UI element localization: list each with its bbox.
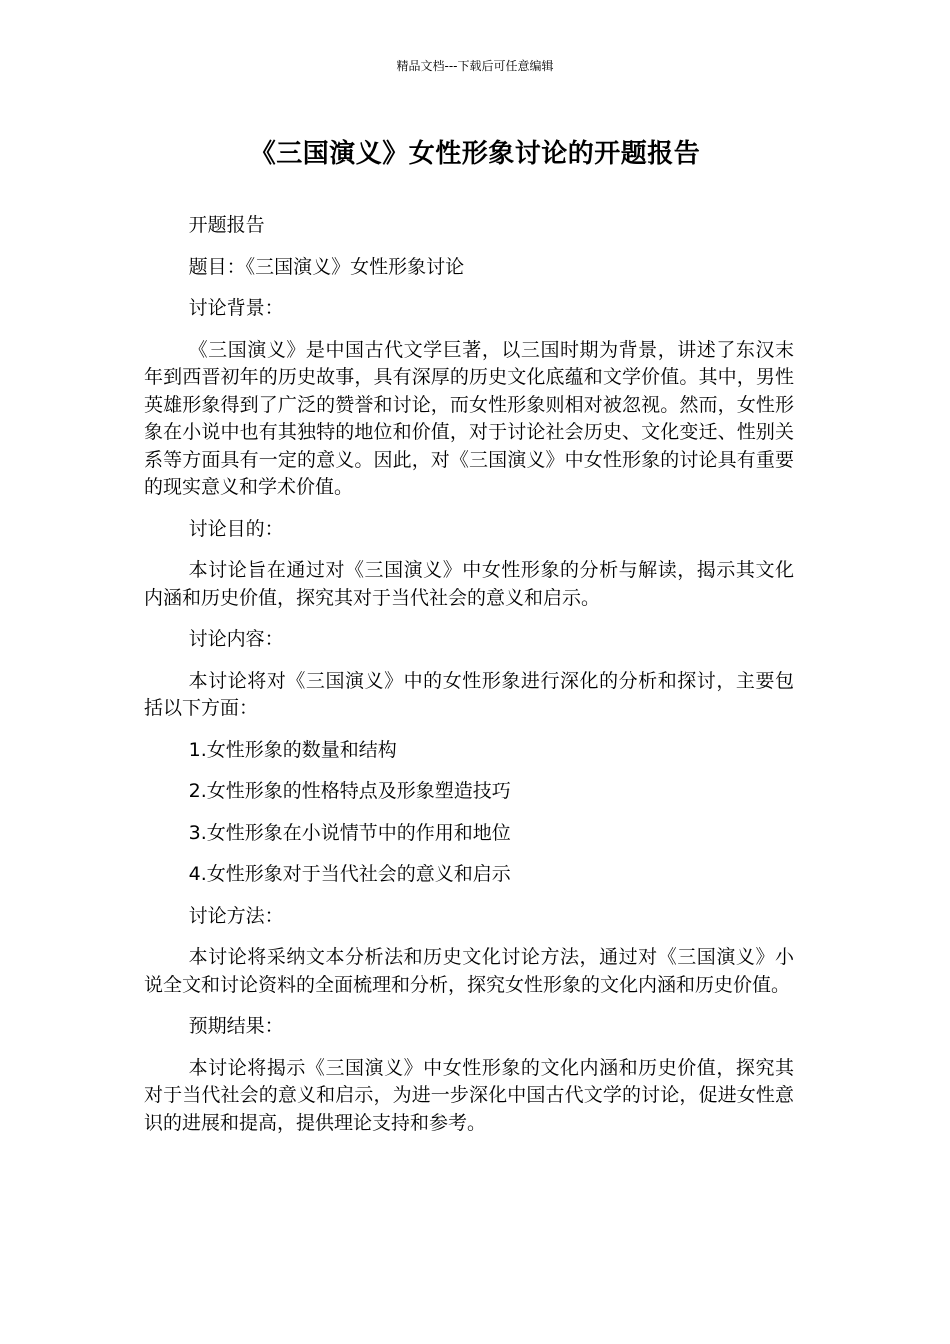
list-item: 1.女性形象的数量和结构 [188, 738, 397, 761]
paragraph-purpose: 本讨论旨在通过对《三国演义》中女性形象的分析与解读，揭示其文化内涵和历史价值，探究其对于当代社会的意义和启示。 [144, 559, 794, 609]
document-title: 《三国演义》女性形象讨论的开题报告 [249, 139, 701, 169]
paragraph-content: 本讨论将对《三国演义》中的女性形象进行深化的分析和探讨，主要包括以下方面： [144, 669, 794, 719]
paragraph-expected-results: 本讨论将揭示《三国演义》中女性形象的文化内涵和历史价值，探究其对于当代社会的意义和启示，为进一步深化中国古代文学的讨论，促进女性意识的进展和提高，提供理论支持和参考。 [144, 1056, 794, 1134]
heading-method: 讨论方法： [188, 904, 284, 927]
heading-expected-results: 预期结果： [188, 1015, 284, 1037]
list-item: 4.女性形象对于当代社会的意义和启示 [188, 863, 511, 885]
list-item: 2.女性形象的性格特点及形象塑造技巧 [188, 780, 511, 802]
list-item: 3.女性形象在小说情节中的作用和地位 [188, 821, 511, 844]
paragraph-method: 本讨论将采纳文本分析法和历史文化讨论方法，通过对《三国演义》小说全文和讨论资料的全面梳理和分析，探究女性形象的文化内涵和历史价值。 [144, 946, 794, 996]
heading-background: 讨论背景： [188, 297, 284, 319]
paragraph-topic: 题目：《三国演义》女性形象讨论 [188, 255, 465, 278]
paragraph-background: 《三国演义》是中国古代文学巨著，以三国时期为背景，讲述了东汉末年到西晋初年的历史故事，具有深厚的历史文化底蕴和文学价值。其中，男性英雄形象得到了广泛的赞誉和讨论，而女性形象则相对被忽视。然而，女性形象在小说中也有其独特的地位和价值，对于讨论社会历史、文化变迁、性别关系等方面具有一定的意义。因此，对《三国演义》中女性形象的讨论具有重要的现实意义和学术价值。 [144, 338, 794, 498]
paragraph-report-label: 开题报告 [188, 214, 265, 236]
page-header: 精品文档---下载后可任意编辑 [396, 59, 554, 73]
heading-purpose: 讨论目的： [188, 517, 284, 540]
heading-content: 讨论内容： [188, 628, 284, 650]
document-body [144, 212, 794, 1151]
